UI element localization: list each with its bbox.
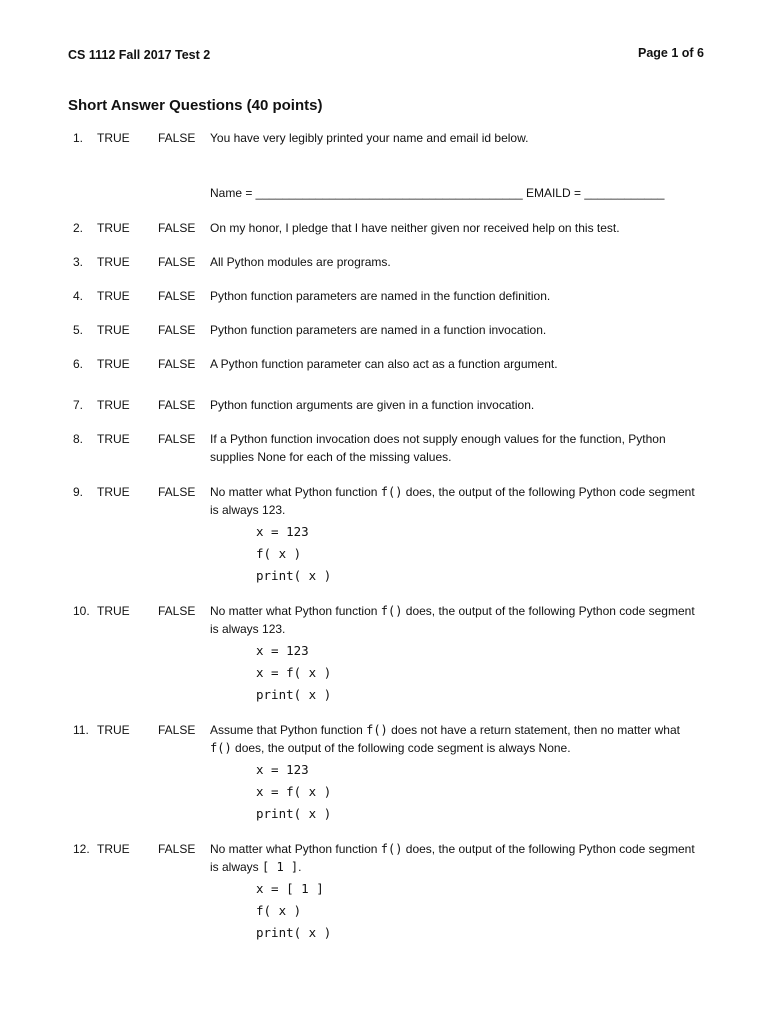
section-title: Short Answer Questions (40 points) bbox=[68, 97, 323, 114]
true-option[interactable]: TRUE bbox=[97, 604, 130, 618]
true-option[interactable]: TRUE bbox=[97, 432, 130, 446]
true-option[interactable]: TRUE bbox=[97, 289, 130, 303]
question-number: 3. bbox=[73, 255, 84, 269]
question-text-part: . bbox=[298, 860, 302, 874]
true-option[interactable]: TRUE bbox=[97, 398, 130, 412]
true-option[interactable]: TRUE bbox=[97, 221, 130, 235]
code-line: x = f( x ) bbox=[256, 784, 332, 799]
code-line: f( x ) bbox=[256, 903, 302, 918]
function-name: f() bbox=[366, 723, 388, 737]
question-text-part: No matter what Python function bbox=[210, 842, 381, 856]
question-text bbox=[210, 602, 700, 638]
false-option[interactable]: FALSE bbox=[158, 723, 196, 737]
question-text-part: does not have a return statement, then no matter what bbox=[387, 723, 680, 737]
question-number: 9. bbox=[73, 485, 84, 499]
course-header: CS 1112 Fall 2017 Test 2 bbox=[68, 48, 211, 62]
question-text-part: does, the output of the following Python code segment is always 123. bbox=[210, 485, 695, 517]
false-option[interactable]: FALSE bbox=[158, 398, 196, 412]
false-option[interactable]: FALSE bbox=[158, 131, 196, 145]
code-line: x = 123 bbox=[256, 643, 309, 658]
question-number: 10. bbox=[73, 604, 90, 618]
code-line: print( x ) bbox=[256, 687, 332, 702]
name-email-line[interactable]: Name = ________________________________________ EMAILD = ____________ bbox=[210, 186, 665, 200]
question-text-part: No matter what Python function bbox=[210, 604, 381, 618]
false-option[interactable]: FALSE bbox=[158, 289, 196, 303]
code-line: x = [ 1 ] bbox=[256, 881, 324, 896]
false-option[interactable]: FALSE bbox=[158, 323, 196, 337]
function-name: f() bbox=[380, 842, 403, 856]
function-name: f() bbox=[380, 485, 403, 499]
question-number: 12. bbox=[73, 842, 90, 856]
question-text-part: Assume that Python function bbox=[210, 723, 367, 737]
false-option[interactable]: FALSE bbox=[158, 221, 196, 235]
code-segment-12 bbox=[256, 878, 331, 944]
function-name: f() bbox=[210, 741, 232, 755]
question-text: Python function parameters are named in a function invocation. bbox=[210, 323, 547, 337]
question-text-part: does, the output of the following Python code segment is always bbox=[210, 842, 695, 874]
false-option[interactable]: FALSE bbox=[158, 357, 196, 371]
question-text: You have very legibly printed your name and email id below. bbox=[210, 131, 529, 145]
true-option[interactable]: TRUE bbox=[97, 723, 130, 737]
question-number: 2. bbox=[73, 221, 84, 235]
question-text: If a Python function invocation does not supply enough values for the function, Python supplies None for each of the missing values. bbox=[210, 432, 666, 464]
false-option[interactable]: FALSE bbox=[158, 485, 196, 499]
question-text: A Python function parameter can also act as a function argument. bbox=[210, 357, 558, 371]
code-line: x = 123 bbox=[256, 762, 309, 777]
code-line: print( x ) bbox=[256, 806, 332, 821]
question-text bbox=[210, 840, 700, 876]
question-number: 4. bbox=[73, 289, 84, 303]
code-line: x = 123 bbox=[256, 524, 309, 539]
code-line: f( x ) bbox=[256, 546, 302, 561]
question-text-part: does, the output of the following Python code segment is always 123. bbox=[210, 604, 695, 636]
question-number: 5. bbox=[73, 323, 84, 337]
true-option[interactable]: TRUE bbox=[97, 842, 130, 856]
code-segment-9 bbox=[256, 521, 331, 587]
true-option[interactable]: TRUE bbox=[97, 323, 130, 337]
question-number: 8. bbox=[73, 432, 84, 446]
page-number: Page 1 of 6 bbox=[638, 46, 704, 60]
list-literal: [ 1 ] bbox=[262, 860, 299, 874]
true-option[interactable]: TRUE bbox=[97, 357, 130, 371]
code-line: print( x ) bbox=[256, 568, 332, 583]
question-number: 11. bbox=[73, 723, 89, 737]
code-line: x = f( x ) bbox=[256, 665, 332, 680]
question-text: On my honor, I pledge that I have neither given nor received help on this test. bbox=[210, 221, 620, 235]
question-text: Python function parameters are named in the function definition. bbox=[210, 289, 551, 303]
true-option[interactable]: TRUE bbox=[97, 485, 130, 499]
false-option[interactable]: FALSE bbox=[158, 255, 196, 269]
question-number: 6. bbox=[73, 357, 84, 371]
false-option[interactable]: FALSE bbox=[158, 604, 196, 618]
code-line: print( x ) bbox=[256, 925, 332, 940]
true-option[interactable]: TRUE bbox=[97, 131, 130, 145]
question-text bbox=[210, 483, 700, 519]
question-number: 1. bbox=[73, 131, 84, 145]
question-text-part: does, the output of the following code segment is always None. bbox=[231, 741, 571, 755]
code-segment-11 bbox=[256, 759, 331, 825]
question-text: All Python modules are programs. bbox=[210, 255, 391, 269]
true-option[interactable]: TRUE bbox=[97, 255, 130, 269]
question-text bbox=[210, 721, 700, 757]
false-option[interactable]: FALSE bbox=[158, 842, 196, 856]
question-text-part: No matter what Python function bbox=[210, 485, 381, 499]
code-segment-10 bbox=[256, 640, 331, 706]
false-option[interactable]: FALSE bbox=[158, 432, 196, 446]
question-text: Python function arguments are given in a function invocation. bbox=[210, 398, 535, 412]
question-number: 7. bbox=[73, 398, 84, 412]
function-name: f() bbox=[380, 604, 403, 618]
